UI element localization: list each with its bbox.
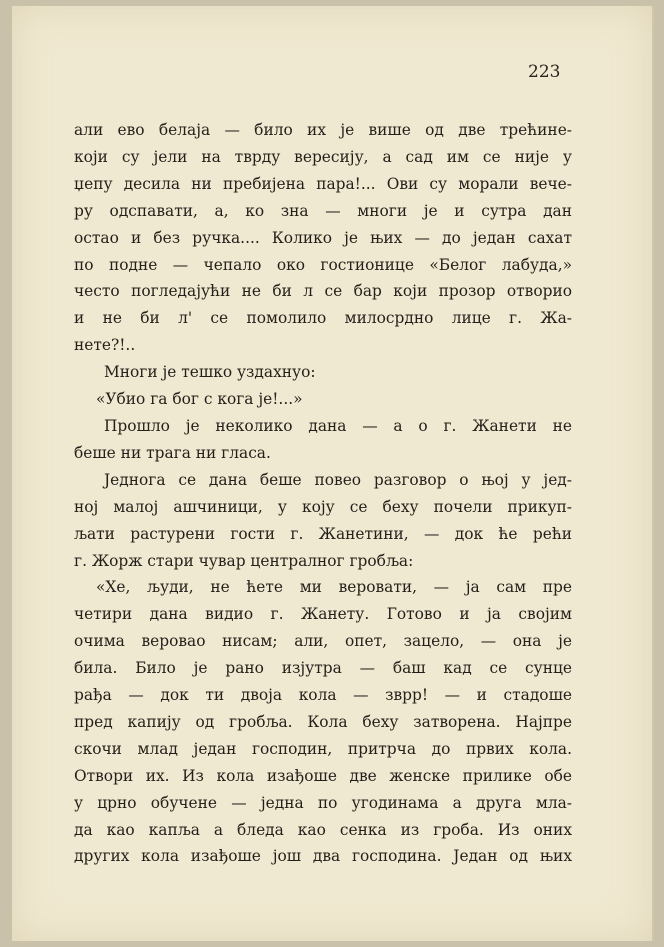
text-line: очима веровао нисам; али, опет, зацело, — она је — [74, 632, 572, 651]
text-line: Отвори их. Из кола изађоше две женске прилике обе — [74, 766, 572, 785]
text-line: «Хе, људи, не ћете ми веровати, — ја сам пре — [96, 578, 572, 597]
text-line: «Убио га бог с кога је!...» — [96, 390, 303, 409]
text-line: у црно обучене — једна по угодинама а друга мла- — [74, 793, 572, 812]
text-line: ру одспавати, а, ко зна — многи је и сутра дан — [74, 201, 572, 220]
text-line: често погледајући не би л се бар који прозор отворио — [74, 282, 572, 301]
text-line: нете?!.. — [74, 336, 136, 355]
page-number: 223 — [528, 62, 561, 82]
body-text — [74, 117, 572, 870]
text-line: по подне — чепало око гостионице «Белог лабуда,» — [74, 255, 572, 274]
text-line: беше ни трага ни гласа. — [74, 443, 271, 462]
text-line: била. Било је рано изјутра — баш кад се сунце — [74, 659, 572, 678]
text-line: Прошло је неколико дана — а о г. Жанети не — [104, 416, 572, 435]
text-line: и не би л' се помолило милосрдно лице г. Жа- — [74, 309, 572, 328]
text-line: да као капља а бледа као сенка из гроба. Из оних — [74, 820, 572, 839]
text-line: скочи млад један господин, притрча до првих кола. — [74, 739, 572, 758]
text-line: рађа — док ти двоја кола — зврр! — и стадоше — [74, 686, 572, 705]
text-line: који су јели на тврду вересију, а сад им се није у — [74, 147, 572, 166]
text-line: Једнога се дана беше повео разговор о њој у јед- — [104, 470, 572, 489]
text-line: али ево белаја — било их је више од две трећине- — [74, 121, 572, 139]
text-line: остао и без ручка.... Колико је њих — до један сахат — [74, 228, 572, 247]
text-line: ној малој ашчиници, у коју се беху почели прикуп- — [74, 497, 572, 516]
text-line: четири дана видио г. Жанету. Готово и ја својим — [74, 605, 572, 624]
text-line: г. Жорж стари чувар централног гробља: — [74, 551, 414, 570]
book-page — [12, 6, 654, 941]
text-line: пред капију од гробља. Кола беху затворена. Најпре — [74, 712, 572, 731]
text-line: Многи је тешко уздахнуо: — [104, 363, 316, 382]
text-line: џепу десила ни пребијена пара!... Ови су морали вече- — [74, 174, 572, 193]
text-line: других кола изађоше још два господина. Један од њих — [74, 847, 572, 866]
text-line: љати растурени гости г. Жанетини, — док ће рећи — [74, 524, 572, 543]
